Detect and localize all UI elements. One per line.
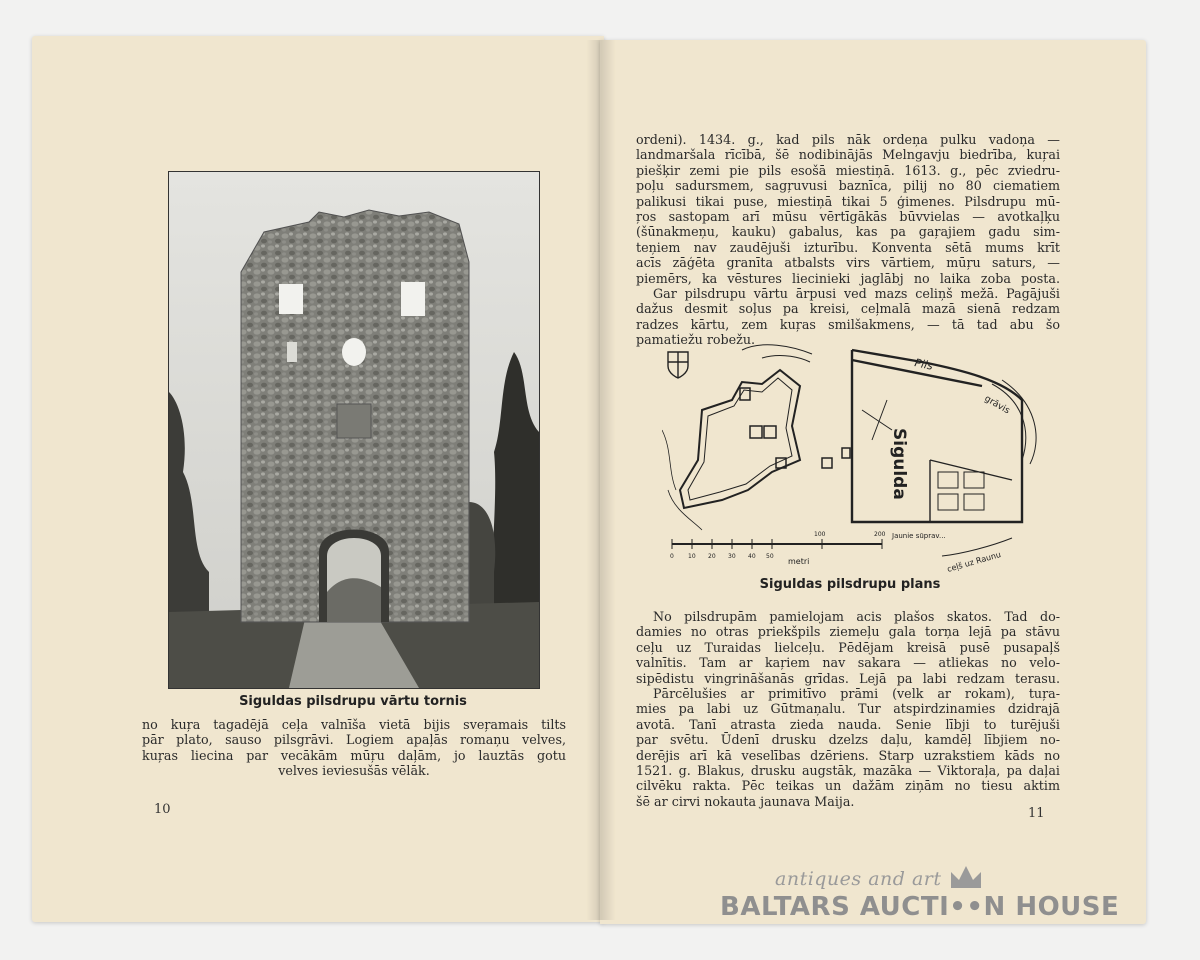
text-line: ceļu uz Turaidas lielceļu. Pēdējam kreisā pusē pusapaļš	[636, 639, 1060, 655]
map-scale-tick: 200	[874, 531, 886, 538]
text-line: cilvēku rakta. Pēc teikas un dažām ziņām no tiesu aktim	[636, 778, 1060, 794]
text-line: mies pa labi uz Gūtmaņalu. Tur atspirdzinamies dzidrajā	[636, 701, 1060, 717]
map-label-sigulda: Sigulda	[889, 428, 909, 500]
right-page-text-top	[636, 132, 1060, 348]
text-line: 1521. g. Blakus, drusku augstāk, mazāka — Viktoraļa, pa daļai	[636, 763, 1060, 779]
map-label-road: Jaunie sūprav...	[892, 532, 946, 540]
auction-house-watermark	[720, 862, 1120, 932]
map-scale-tick: 50	[766, 553, 774, 560]
text-line: valnītis. Tam ar kaŗiem nav sakara — atliekas no velo-	[636, 655, 1060, 671]
text-line: sipēdistu vingrināšanās grīdas. Lejā pa labi redzam terasu.	[636, 670, 1060, 686]
map-label-gravis: grāvis	[982, 393, 1012, 417]
map-scale-tick: 10	[688, 553, 696, 560]
text-line: palikusi tikai puse, miestiņā tikai 5 ģimenes. Pilsdrupu mū-	[636, 193, 1060, 209]
text-line: piemērs, ka vēstures liecinieki jaglābj no laika zoba posta.	[636, 270, 1060, 286]
map-scale-tick: 40	[748, 553, 756, 560]
castle-plan-map	[662, 340, 1042, 580]
tower-photo	[168, 171, 540, 689]
text-line: piešķir zemi pie pils esošā miestiņā. 1613. g., pēc zviedru-	[636, 162, 1060, 178]
map-scale-label: metri	[788, 557, 810, 566]
page-number-right: 11	[1028, 806, 1045, 821]
text-line: acīs zāģēta granīta atbalsts virs vārtiem, mūŗu saturs, —	[636, 255, 1060, 271]
text-line: derējis arī kā veselības dzēriens. Starp uzrakstiem kāds no	[636, 747, 1060, 763]
text-line: poļu sadursmem, sagŗuvusi baznīca, pilij no 80 ciematiem	[636, 178, 1060, 194]
text-line: (šūnakmeņu, kauku) gabalus, kas pa gaŗajiem gadu sim-	[636, 224, 1060, 240]
book-gutter	[586, 40, 616, 920]
text-line: velves ieviesušās vēlāk.	[278, 763, 430, 779]
watermark-tagline: antiques and art	[775, 868, 942, 890]
right-page-text-bottom	[636, 609, 1060, 809]
text-line: dažus desmit soļus pa kreisi, ceļmalā mazā sienā redzam	[636, 301, 1060, 317]
text-line: damies no otras priekšpils ziemeļu gala torņa lejā pa stāvu	[636, 624, 1060, 640]
crown-icon	[948, 862, 984, 892]
text-line: pamatiežu robežu.	[636, 332, 756, 348]
page-number-left: 10	[154, 802, 171, 817]
text-line: par svētu. Ūdenī drusku dzelzs daļu, kamdēļ lībjiem no-	[636, 732, 1060, 748]
photo-caption: Siguldas pilsdrupu vārtu tornis	[239, 694, 467, 709]
text-line: šē ar cirvi nokauta jaunava Maija.	[636, 793, 855, 809]
map-scale-tick: 100	[814, 531, 826, 538]
text-line: radzes kārtu, zem kuŗas smilšakmens, — tā tad abu šo	[636, 316, 1060, 332]
text-line: Gar pilsdrupu vārtu ārpusi ved mazs celiņš mežā. Pagājuši	[653, 286, 1060, 302]
text-line: no kuŗa tagadējā ceļa valnīša vietā bijis sveŗamais tilts	[142, 717, 566, 732]
text-line: landmaršala rīcībā, šē nodibinājās Melngavju biedrība, kuŗai	[636, 147, 1060, 163]
text-line: kuŗas liecina par vecākām mūŗu daļām, jo lauztās gotu	[142, 747, 566, 763]
map-scale-tick: 30	[728, 553, 736, 560]
tower-photo-illustration	[169, 172, 539, 688]
text-line: pār plato, sauso pilsgrāvi. Logiem apaļās romaņu velves,	[142, 732, 566, 748]
map-label-pils: Pils	[913, 356, 935, 373]
watermark-name: BALTARS AUCTI••N HOUSE	[720, 892, 1120, 922]
map-scale-tick: 20	[708, 553, 716, 560]
left-page-text	[142, 717, 566, 779]
text-line: ŗos sastopam arī mūsu vērtīgākās būvvielas — avotkaļķu	[636, 209, 1060, 225]
text-line: ordeni). 1434. g., kad pils nāk ordeņa pulku vadoņa —	[636, 132, 1060, 147]
text-line: teņiem nav zaudējuši izturību. Konventa sētā mums krīt	[636, 239, 1060, 255]
map-label-road-to: ceļš uz Raunu	[946, 549, 1002, 574]
text-line: avotā. Tanī atrasta zieda nauda. Senie lībji to turējuši	[636, 716, 1060, 732]
text-line: Pārcēlušies ar primitīvo prāmi (velk ar rokam), tuŗa-	[653, 686, 1060, 702]
plan-caption: Siguldas pilsdrupu plans	[759, 577, 941, 592]
map-scale-tick: 0	[670, 553, 674, 560]
text-line: No pilsdrupām pamielojam acis plašos skatos. Tad do-	[653, 609, 1060, 624]
